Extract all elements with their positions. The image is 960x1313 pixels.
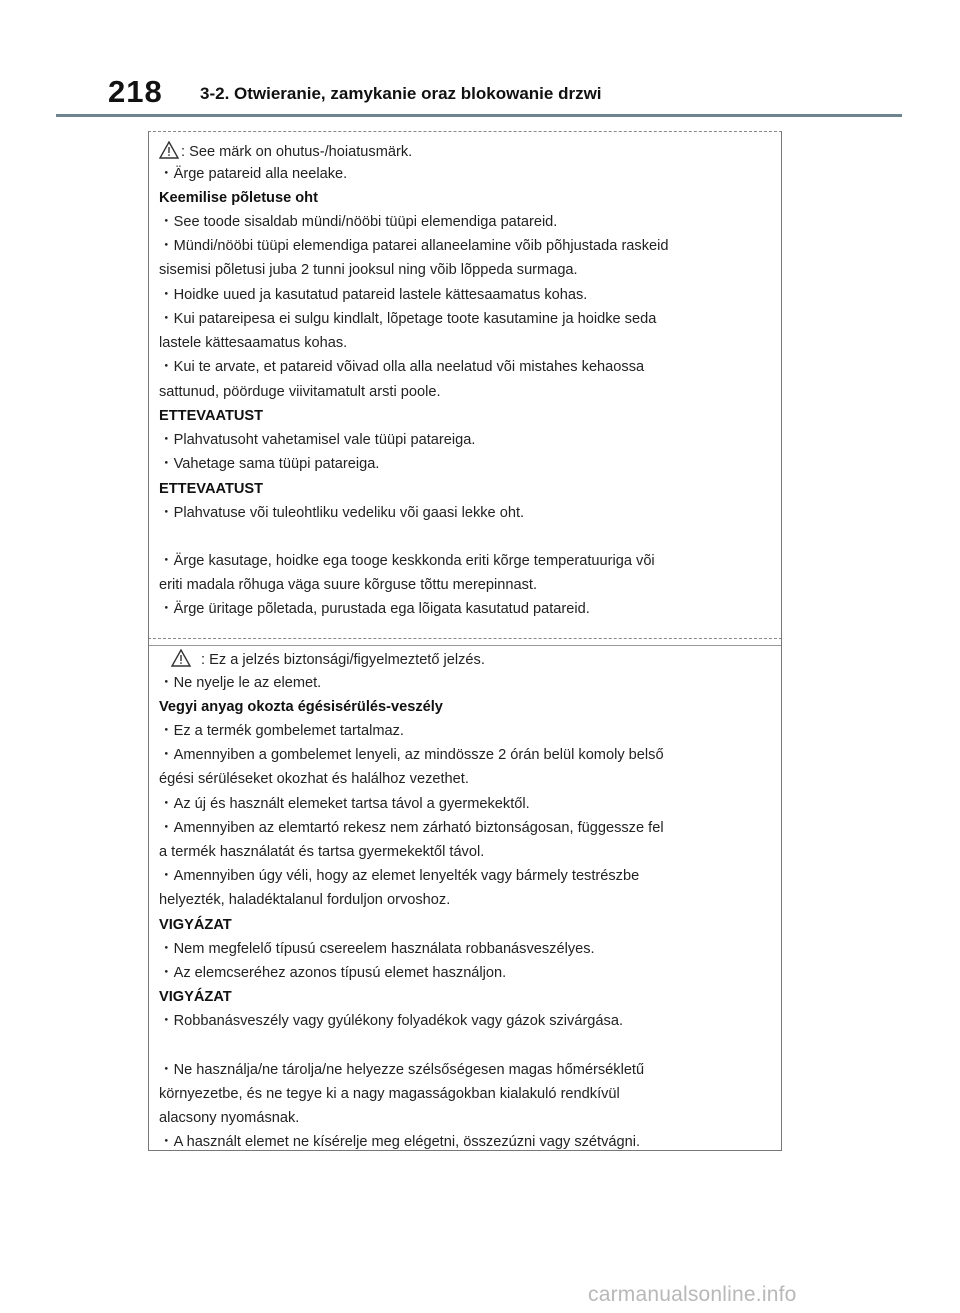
hungarian-line: ・Ne nyelje le az elemet.: [159, 675, 322, 691]
estonian-line: ・Ärge kasutage, hoidke ega tooge keskkonda eriti kõrge temperatuuriga või: [159, 553, 655, 569]
hungarian-heading: VIGYÁZAT: [159, 989, 232, 1005]
hungarian-line: ・Az új és használt elemeket tartsa távol a gyermekektől.: [159, 796, 530, 812]
hungarian-line: ・Nem megfelelő típusú csereelem használata robbanásveszélyes.: [159, 941, 595, 957]
hungarian-line: ・Amennyiben a gombelemet lenyeli, az mindössze 2 órán belül komoly belső: [159, 747, 664, 763]
hungarian-line: helyezték, haladéktalanul forduljon orvoshoz.: [159, 892, 451, 908]
estonian-line: ・Ärge üritage põletada, purustada ega lõigata kasutatud patareid.: [159, 601, 590, 617]
hungarian-line: ・Ez a termék gombelemet tartalmaz.: [159, 723, 404, 739]
estonian-heading: Keemilise põletuse oht: [159, 190, 318, 206]
estonian-line: ・Ärge patareid alla neelake.: [159, 166, 348, 182]
hungarian-line: ・Amennyiben úgy véli, hogy az elemet lenyelték vagy bármely testrészbe: [159, 868, 640, 884]
estonian-line: ・Kui te arvate, et patareid võivad olla alla neelatud või mistahes kehaossa: [159, 359, 645, 375]
estonian-line: ・Kui patareipesa ei sulgu kindlalt, lõpetage toote kasutamine ja hoidke seda: [159, 311, 657, 327]
hungarian-line: ・Ne használja/ne tárolja/ne helyezze szélsőségesen magas hőmérsékletű: [159, 1062, 645, 1078]
hungarian-line: a termék használatát és tartsa gyermekektől távol.: [159, 844, 485, 860]
hungarian-line: ・Amennyiben az elemtartó rekesz nem zárható biztonságosan, függessze fel: [159, 820, 664, 836]
hungarian-line: ・A használt elemet ne kísérelje meg elégetni, összezúzni vagy szétvágni.: [159, 1134, 641, 1150]
warning-triangle-icon: [159, 141, 179, 164]
estonian-line: ・Hoidke uued ja kasutatud patareid lastele kättesaamatus kohas.: [159, 287, 588, 303]
hungarian-line: alacsony nyomásnak.: [159, 1110, 300, 1126]
estonian-symbol-line: : See märk on ohutus-/hoiatusmärk.: [159, 141, 412, 164]
estonian-heading: ETTEVAATUST: [159, 408, 264, 424]
warning-triangle-icon: [171, 649, 191, 672]
estonian-line: sattunud, pöörduge viivitamatult arsti poole.: [159, 384, 441, 400]
hungarian-line: égési sérüléseket okozhat és halálhoz vezethet.: [159, 771, 469, 787]
estonian-line: ・See toode sisaldab mündi/nööbi tüüpi elemendiga patareid.: [159, 214, 558, 230]
estonian-line: ・Vahetage sama tüüpi patareiga.: [159, 456, 380, 472]
estonian-line: sisemisi põletusi juba 2 tunni jooksul ning võib lõppeda surmaga.: [159, 262, 578, 278]
estonian-line: ・Plahvatuse või tuleohtliku vedeliku või gaasi lekke oht.: [159, 505, 525, 521]
estonian-line: ・Mündi/nööbi tüüpi elemendiga patarei allaneelamine võib põhjustada raskeid: [159, 238, 669, 254]
estonian-line: lastele kättesaamatus kohas.: [159, 335, 348, 351]
hungarian-line: ・Robbanásveszély vagy gyúlékony folyadékok vagy gázok szivárgása.: [159, 1013, 624, 1029]
hungarian-symbol-line: : Ez a jelzés biztonsági/figyelmeztető jelzés.: [171, 649, 485, 672]
estonian-heading: ETTEVAATUST: [159, 481, 264, 497]
watermark: carmanualsonline.info: [588, 1283, 797, 1306]
hungarian-line: ・Az elemcseréhez azonos típusú elemet használjon.: [159, 965, 507, 981]
hungarian-line: környezetbe, és ne tegye ki a nagy magasságokban kialakuló rendkívül: [159, 1086, 620, 1102]
hungarian-heading: Vegyi anyag okozta égésisérülés-veszély: [159, 699, 443, 715]
header-rule: [56, 114, 902, 117]
estonian-line: ・Plahvatusoht vahetamisel vale tüüpi patareiga.: [159, 432, 476, 448]
hungarian-heading: VIGYÁZAT: [159, 917, 232, 933]
estonian-line: eriti madala rõhuga väga suure kõrguse tõttu merepinnast.: [159, 577, 538, 593]
section-title: 3-2. Otwieranie, zamykanie oraz blokowanie drzwi: [200, 84, 602, 103]
page-header: [0, 0, 960, 118]
page-number: 218: [108, 74, 163, 109]
